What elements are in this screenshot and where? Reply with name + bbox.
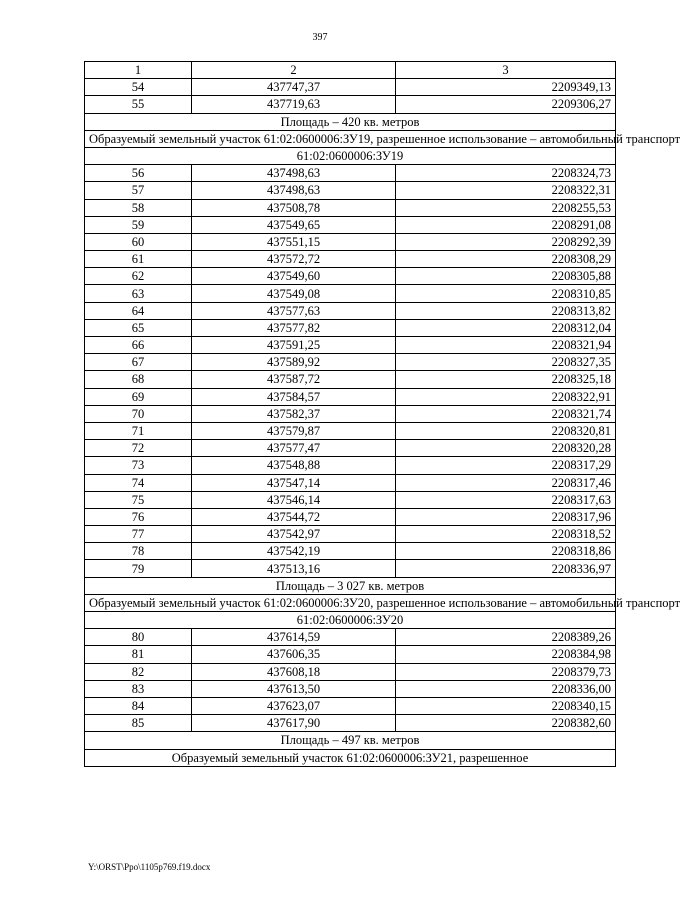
coordinate-x: 437747,37 [192, 79, 396, 96]
coordinate-y: 2208321,74 [396, 405, 616, 422]
coordinate-x: 437614,59 [192, 629, 396, 646]
coordinate-y: 2208318,52 [396, 526, 616, 543]
table-row [85, 646, 616, 663]
table-row [85, 337, 616, 354]
coordinate-x: 437544,72 [192, 508, 396, 525]
point-number: 74 [85, 474, 192, 491]
point-number: 54 [85, 79, 192, 96]
section-row [85, 732, 616, 749]
point-number: 73 [85, 457, 192, 474]
section-text: Образуемый земельный участок 61:02:0600006:ЗУ19, разрешенное использование – автомобильный транспорт [85, 130, 616, 147]
section-row [85, 749, 616, 766]
point-number: 78 [85, 543, 192, 560]
table-row [85, 216, 616, 233]
table-row [85, 388, 616, 405]
point-number: 80 [85, 629, 192, 646]
table-row [85, 491, 616, 508]
coordinate-y: 2208379,73 [396, 663, 616, 680]
coordinate-x: 437548,88 [192, 457, 396, 474]
point-number: 59 [85, 216, 192, 233]
point-number: 61 [85, 251, 192, 268]
coordinate-x: 437584,57 [192, 388, 396, 405]
coordinate-y: 2208382,60 [396, 715, 616, 732]
section-row [85, 577, 616, 594]
point-number: 85 [85, 715, 192, 732]
table-row [85, 697, 616, 714]
coordinate-x: 437572,72 [192, 251, 396, 268]
table-row [85, 79, 616, 96]
section-row [85, 130, 616, 147]
table-row [85, 474, 616, 491]
section-text: Площадь – 497 кв. метров [85, 732, 616, 749]
table-row [85, 405, 616, 422]
table-row [85, 319, 616, 336]
table-row [85, 233, 616, 250]
table-row [85, 526, 616, 543]
coordinate-y: 2208389,26 [396, 629, 616, 646]
coordinate-x: 437513,16 [192, 560, 396, 577]
coordinate-y: 2208305,88 [396, 268, 616, 285]
table-row [85, 457, 616, 474]
coordinate-x: 437508,78 [192, 199, 396, 216]
coordinate-y: 2208321,94 [396, 337, 616, 354]
coordinate-y: 2208320,81 [396, 422, 616, 439]
coordinate-y: 2208384,98 [396, 646, 616, 663]
coordinate-x: 437719,63 [192, 96, 396, 113]
coordinate-x: 437546,14 [192, 491, 396, 508]
coordinate-y: 2208313,82 [396, 302, 616, 319]
point-number: 84 [85, 697, 192, 714]
coordinate-y: 2208322,31 [396, 182, 616, 199]
table-row [85, 182, 616, 199]
section-row [85, 147, 616, 164]
coordinate-x: 437577,82 [192, 319, 396, 336]
coordinate-y: 2208255,53 [396, 199, 616, 216]
file-path-footer: Y:\ORST\Ppo\1105p769.f19.docx [88, 862, 211, 872]
point-number: 70 [85, 405, 192, 422]
header-row [85, 62, 616, 79]
table-row [85, 165, 616, 182]
coordinate-y: 2208324,73 [396, 165, 616, 182]
table-row [85, 251, 616, 268]
coordinate-x: 437549,65 [192, 216, 396, 233]
coordinate-x: 437613,50 [192, 680, 396, 697]
table-body [85, 62, 680, 767]
point-number: 69 [85, 388, 192, 405]
section-row [85, 113, 616, 130]
point-number: 79 [85, 560, 192, 577]
point-number: 55 [85, 96, 192, 113]
point-number: 81 [85, 646, 192, 663]
coordinate-x: 437608,18 [192, 663, 396, 680]
coordinate-x: 437498,63 [192, 182, 396, 199]
point-number: 71 [85, 422, 192, 439]
coordinate-y: 2208308,29 [396, 251, 616, 268]
coordinate-x: 437549,08 [192, 285, 396, 302]
table-row [85, 371, 616, 388]
table-row [85, 96, 616, 113]
point-number: 68 [85, 371, 192, 388]
coordinate-y: 2208320,28 [396, 440, 616, 457]
coordinate-y: 2208291,08 [396, 216, 616, 233]
coordinate-y: 2208336,97 [396, 560, 616, 577]
coordinate-x: 437542,19 [192, 543, 396, 560]
table-row [85, 199, 616, 216]
header-col-1: 1 [85, 62, 192, 79]
coordinate-y: 2208292,39 [396, 233, 616, 250]
point-number: 72 [85, 440, 192, 457]
coordinate-y: 2208336,00 [396, 680, 616, 697]
table-row [85, 440, 616, 457]
table-row [85, 285, 616, 302]
point-number: 58 [85, 199, 192, 216]
point-number: 63 [85, 285, 192, 302]
point-number: 77 [85, 526, 192, 543]
header-col-2: 2 [192, 62, 396, 79]
coordinate-x: 437551,15 [192, 233, 396, 250]
section-row [85, 594, 616, 611]
section-text: Образуемый земельный участок 61:02:0600006:ЗУ21, разрешенное [85, 749, 616, 766]
table-row [85, 508, 616, 525]
coordinate-x: 437498,63 [192, 165, 396, 182]
coordinate-y: 2208317,63 [396, 491, 616, 508]
coordinate-y: 2208318,86 [396, 543, 616, 560]
point-number: 83 [85, 680, 192, 697]
table-row [85, 680, 616, 697]
point-number: 66 [85, 337, 192, 354]
section-row [85, 612, 616, 629]
coordinate-y: 2208327,35 [396, 354, 616, 371]
section-text: Площадь – 420 кв. метров [85, 113, 616, 130]
point-number: 62 [85, 268, 192, 285]
coordinate-y: 2208310,85 [396, 285, 616, 302]
table-row [85, 422, 616, 439]
coordinate-y: 2208317,29 [396, 457, 616, 474]
coordinate-x: 437547,14 [192, 474, 396, 491]
table-row [85, 268, 616, 285]
coordinate-x: 437617,90 [192, 715, 396, 732]
point-number: 65 [85, 319, 192, 336]
section-text: Площадь – 3 027 кв. метров [85, 577, 616, 594]
point-number: 67 [85, 354, 192, 371]
table-row [85, 560, 616, 577]
point-number: 82 [85, 663, 192, 680]
coordinate-x: 437542,97 [192, 526, 396, 543]
page-number: 397 [312, 32, 328, 43]
coordinate-y: 2208317,96 [396, 508, 616, 525]
coordinate-y: 2208325,18 [396, 371, 616, 388]
table-row [85, 302, 616, 319]
coordinate-y: 2209349,13 [396, 79, 616, 96]
table-row [85, 543, 616, 560]
point-number: 64 [85, 302, 192, 319]
coordinate-x: 437579,87 [192, 422, 396, 439]
coordinate-x: 437623,07 [192, 697, 396, 714]
coordinate-x: 437587,72 [192, 371, 396, 388]
table-row [85, 715, 616, 732]
coordinate-x: 437606,35 [192, 646, 396, 663]
coordinate-y: 2208312,04 [396, 319, 616, 336]
point-number: 76 [85, 508, 192, 525]
header-col-3: 3 [396, 62, 616, 79]
coordinates-table [84, 61, 680, 767]
table-row [85, 629, 616, 646]
coordinate-x: 437589,92 [192, 354, 396, 371]
coordinate-y: 2208340,15 [396, 697, 616, 714]
coordinate-x: 437577,47 [192, 440, 396, 457]
point-number: 60 [85, 233, 192, 250]
section-text: 61:02:0600006:ЗУ19 [85, 147, 616, 164]
coordinate-y: 2208322,91 [396, 388, 616, 405]
coordinate-x: 437582,37 [192, 405, 396, 422]
point-number: 75 [85, 491, 192, 508]
table-row [85, 663, 616, 680]
section-text: 61:02:0600006:ЗУ20 [85, 612, 616, 629]
point-number: 56 [85, 165, 192, 182]
table-row [85, 354, 616, 371]
coordinate-x: 437577,63 [192, 302, 396, 319]
coordinate-x: 437591,25 [192, 337, 396, 354]
coordinate-y: 2209306,27 [396, 96, 616, 113]
coordinate-y: 2208317,46 [396, 474, 616, 491]
section-text: Образуемый земельный участок 61:02:0600006:ЗУ20, разрешенное использование – автомобильный транспорт [85, 594, 616, 611]
coordinate-x: 437549,60 [192, 268, 396, 285]
point-number: 57 [85, 182, 192, 199]
